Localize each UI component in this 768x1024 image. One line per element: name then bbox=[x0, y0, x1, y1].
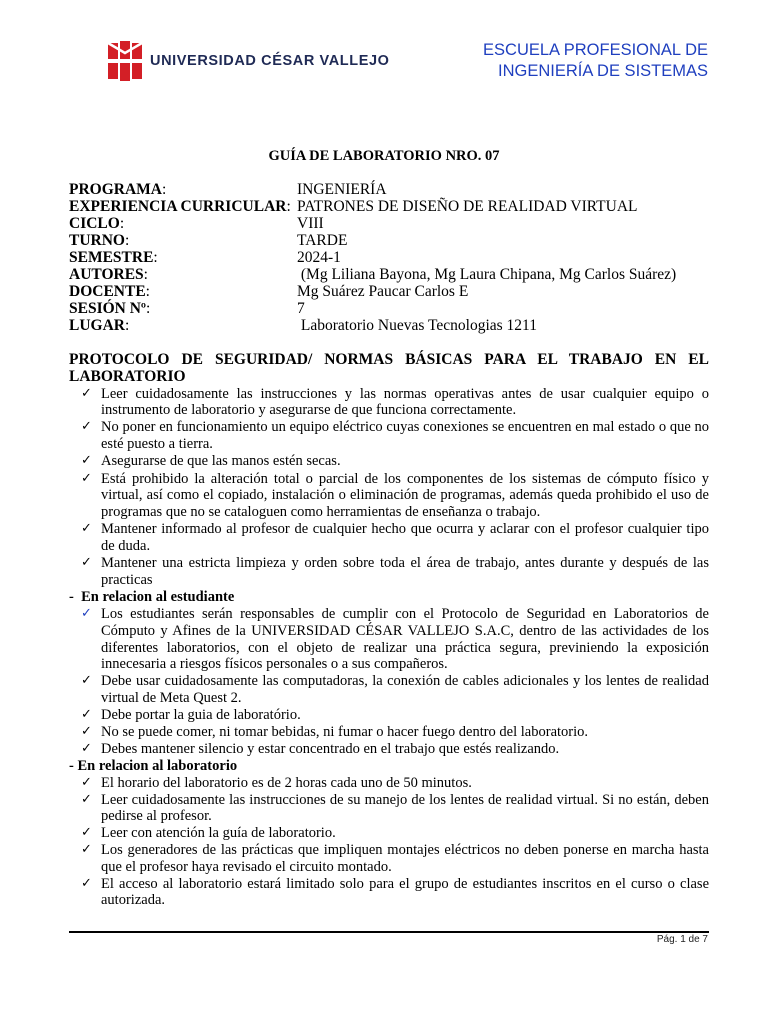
list-item: ✓ Leer cuidadosamente las instrucciones y las normas operativas antes de usar cualquier equipo o instrumento de laboratorio y asegurarse de que funciona correctamente. bbox=[81, 385, 709, 419]
footer-divider bbox=[69, 931, 709, 933]
list-item: ✓ Mantener una estricta limpieza y orden sobre toda el área de trabajo, antes durante y después de las practicas bbox=[81, 555, 709, 589]
list-item: ✓ Debes mantener silencio y estar concentrado en el trabajo que estés realizando. bbox=[81, 740, 560, 757]
list-item: ✓ Está prohibido la alteración total o parcial de los componentes de los sistemas de cómputo físico y virtual, así como el copiado, instalación o eliminación de programas, además queda prohibido el uso de programas que no se cataloguen como herramientas de enseñanza o trabajo. bbox=[81, 470, 709, 521]
info-value: Mg Suárez Paucar Carlos E bbox=[297, 283, 469, 300]
info-label: SEMESTRE: bbox=[69, 249, 158, 266]
info-row bbox=[69, 215, 719, 232]
info-row bbox=[69, 198, 719, 215]
university-name: UNIVERSIDAD CÉSAR VALLEJO bbox=[150, 53, 390, 69]
checkmark-icon: ✓ bbox=[81, 774, 92, 790]
checkmark-icon: ✓ bbox=[81, 606, 92, 622]
info-label: PROGRAMA: bbox=[69, 181, 167, 198]
list-item: ✓ Los generadores de las prácticas que impliquen montajes eléctricos no deben ponerse en marcha hasta que el profesor haya revisado el circuito montado. bbox=[81, 842, 709, 875]
checkmark-icon: ✓ bbox=[81, 706, 92, 722]
info-label: EXPERIENCIA CURRICULAR: bbox=[69, 198, 291, 215]
list-item: ✓ Mantener informado al profesor de cualquier hecho que ocurra y aclarar con el profesor cualquier tipo de duda. bbox=[81, 521, 709, 555]
info-value: Laboratorio Nuevas Tecnologias 1211 bbox=[297, 317, 537, 334]
page-title: GUÍA DE LABORATORIO NRO. 07 bbox=[268, 148, 500, 164]
school-line-1: ESCUELA PROFESIONAL DE bbox=[483, 41, 708, 59]
checkmark-icon: ✓ bbox=[81, 385, 92, 401]
protocol-section bbox=[69, 351, 709, 909]
checkmark-icon: ✓ bbox=[81, 521, 92, 537]
list-item: ✓ Debe usar cuidadosamente las computadoras, la conexión de cables adicionales y los lentes de realidad virtual de Meta Quest 2. bbox=[81, 673, 709, 706]
info-label: AUTORES: bbox=[69, 266, 148, 283]
info-value: TARDE bbox=[297, 232, 348, 249]
info-label: DOCENTE: bbox=[69, 283, 150, 300]
info-row bbox=[69, 249, 719, 266]
university-logo bbox=[108, 40, 390, 82]
protocol-list bbox=[69, 386, 709, 590]
info-value: INGENIERÍA bbox=[297, 181, 387, 198]
info-label: SESIÓN Nº: bbox=[69, 300, 151, 317]
checkmark-icon: ✓ bbox=[81, 791, 92, 807]
list-item: ✓ Leer con atención la guía de laboratorio. bbox=[81, 825, 336, 842]
course-info bbox=[69, 181, 719, 334]
info-row bbox=[69, 266, 719, 283]
checkmark-icon: ✓ bbox=[81, 419, 92, 435]
school-name bbox=[483, 40, 708, 82]
info-label: LUGAR: bbox=[69, 317, 130, 334]
info-row bbox=[69, 317, 719, 334]
checkmark-icon: ✓ bbox=[81, 825, 92, 841]
ucv-emblem-icon bbox=[108, 41, 142, 81]
student-heading: - En relacion al estudiante bbox=[69, 589, 235, 606]
info-label: CICLO: bbox=[69, 215, 125, 232]
list-item: ✓ Debe portar la guia de laboratório. bbox=[81, 706, 301, 723]
list-item: ✓ El horario del laboratorio es de 2 horas cada uno de 50 minutos. bbox=[81, 774, 472, 791]
info-row bbox=[69, 181, 719, 198]
info-value: (Mg Liliana Bayona, Mg Laura Chipana, Mg Carlos Suárez) bbox=[297, 266, 677, 283]
protocol-heading: PROTOCOLO DE SEGURIDAD/ NORMAS BÁSICAS PARA EL TRABAJO EN EL LABORATORIO bbox=[69, 351, 709, 385]
lab-heading: - En relacion al laboratorio bbox=[69, 757, 238, 774]
info-value: 7 bbox=[297, 300, 305, 317]
checkmark-icon: ✓ bbox=[81, 723, 92, 739]
checkmark-icon: ✓ bbox=[81, 555, 92, 571]
checkmark-icon: ✓ bbox=[81, 875, 92, 891]
info-row bbox=[69, 300, 719, 317]
info-row bbox=[69, 283, 719, 300]
school-line-2: INGENIERÍA DE SISTEMAS bbox=[498, 62, 708, 80]
checkmark-icon: ✓ bbox=[81, 470, 92, 486]
checkmark-icon: ✓ bbox=[81, 842, 92, 858]
list-item: ✓ Los estudiantes serán responsables de cumplir con el Protocolo de Seguridad en Laboratorios de Cómputo y Afines de la UNIVERSIDAD CÉSAR VALLEJO S.A.C, dentro de las actividades de los diferentes laboratorios, con el objeto de realizar una práctica segura, previniendo la exposición innecesaria a riesgos físicos personales o a sus compañeros. bbox=[81, 606, 709, 673]
checkmark-icon: ✓ bbox=[81, 673, 92, 689]
info-row bbox=[69, 232, 719, 249]
page-number: Pág. 1 de 7 bbox=[656, 934, 708, 945]
info-value: PATRONES DE DISEÑO DE REALIDAD VIRTUAL bbox=[297, 198, 638, 215]
student-list bbox=[69, 606, 709, 757]
lab-list bbox=[69, 775, 709, 909]
info-label: TURNO: bbox=[69, 232, 130, 249]
list-item: ✓ El acceso al laboratorio estará limitado solo para el grupo de estudiantes inscritos en el curso o clase autorizada. bbox=[81, 875, 709, 909]
list-item: ✓ No poner en funcionamiento un equipo eléctrico cuyas conexiones se encuentren en mal estado o que no esté puesto a tierra. bbox=[81, 419, 709, 453]
list-item: ✓ No se puede comer, ni tomar bebidas, ni fumar o hacer fuego dentro del laboratorio. bbox=[81, 723, 589, 740]
list-item: ✓ Asegurarse de que las manos estén secas. bbox=[81, 453, 341, 470]
list-item: ✓ Leer cuidadosamente las instrucciones de su manejo de los lentes de realidad virtual. Si no están, deben pedirse al profesor. bbox=[81, 791, 709, 825]
info-value: VIII bbox=[297, 215, 324, 232]
checkmark-icon: ✓ bbox=[81, 740, 92, 756]
info-value: 2024-1 bbox=[297, 249, 341, 266]
checkmark-icon: ✓ bbox=[81, 453, 92, 469]
